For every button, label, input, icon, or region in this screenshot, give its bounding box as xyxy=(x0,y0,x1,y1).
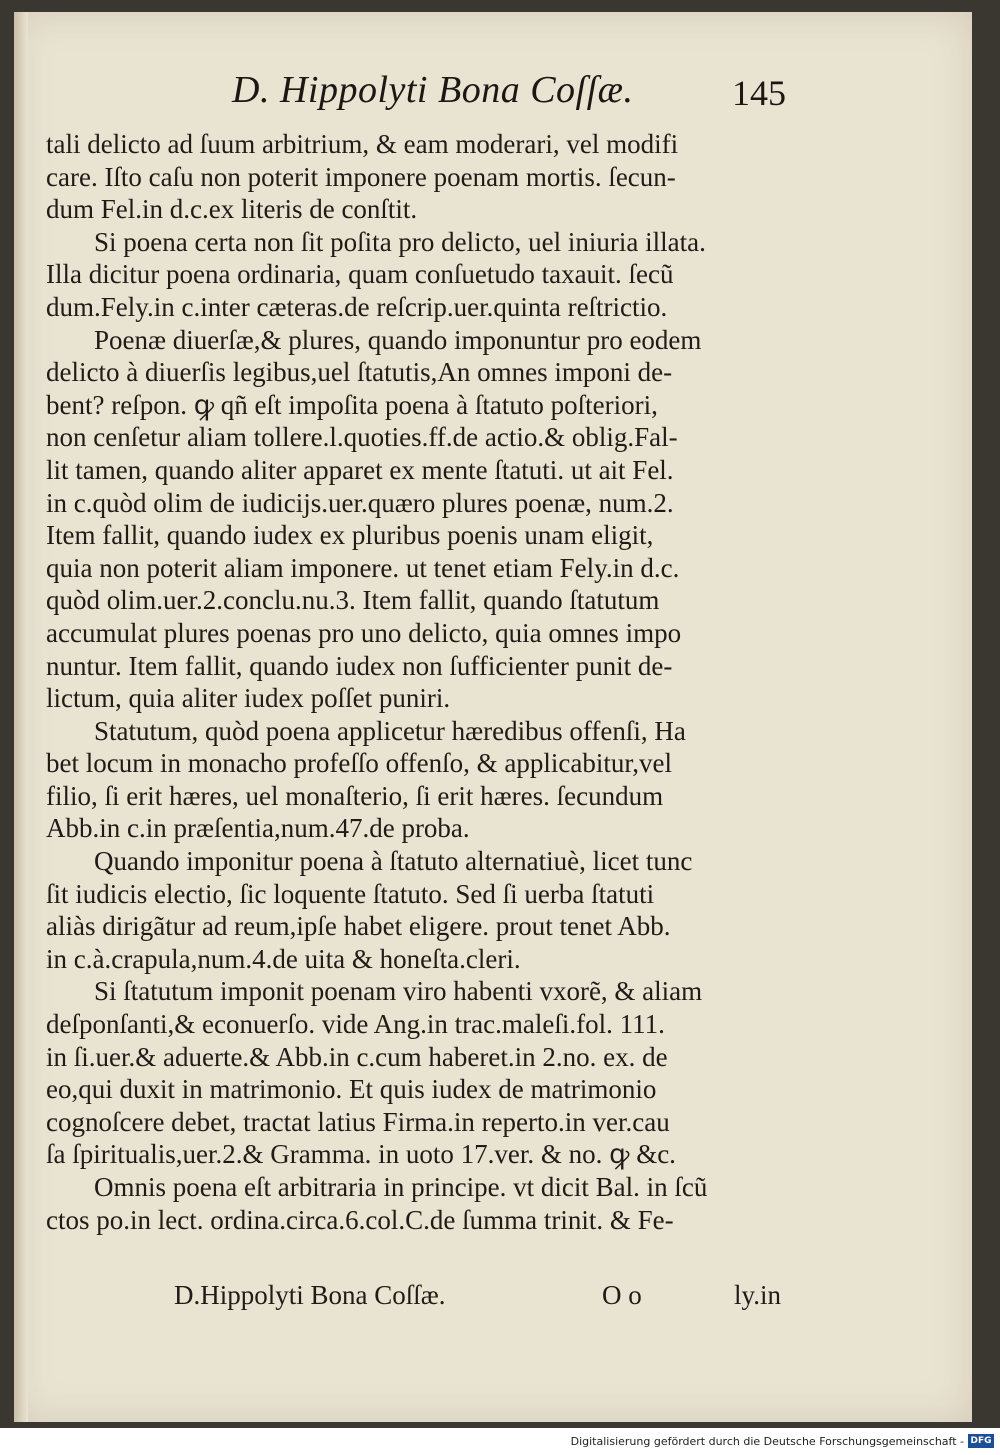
text-line: cognoſcere debet, tractat latius Firma.in reperto.in ver.cau xyxy=(46,1106,670,1137)
page-number: 145 xyxy=(732,73,786,113)
text-line: tali delicto ad ſuum arbitrium, & eam moderari, vel modifi xyxy=(46,129,679,159)
text-line: lit tamen, quando aliter apparet ex mente ſtatuti. ut ait Fel. xyxy=(46,454,674,485)
text-line: delicto à diuerſis legibus,uel ſtatutis,An omnes imponi de- xyxy=(46,357,673,388)
text-line: Si poena certa non ſit poſita pro delicto, uel iniuria illata. xyxy=(94,226,706,257)
text-line: ſa ſpiritualis,uer.2.& Gramma. in uoto 17.ver. & no. ꝙ &c. xyxy=(46,1139,676,1170)
text-line: nuntur. Item fallit, quando iudex non ſufficienter punit de- xyxy=(46,650,673,681)
text-line: ſit iudicis electio, ſic loquente ſtatuto. Sed ſi uerba ſtatuti xyxy=(46,878,655,909)
text-line: bet locum in monacho profeſſo offenſo, & applicabitur,vel xyxy=(46,748,672,779)
text-line: quòd olim.uer.2.conclu.nu.3. Item fallit, quando ſtatutum xyxy=(46,585,660,616)
text-line: Si ſtatutum imponit poenam viro habenti vxorẽ, & aliam xyxy=(94,976,703,1007)
text-line: Statutum, quòd poena applicetur hæredibus offenſi, Ha xyxy=(94,715,686,746)
page-gutter-edge xyxy=(14,12,28,1422)
text-line: ctos po.in lect. ordina.circa.6.col.C.de ſumma trinit. & Fe- xyxy=(46,1204,674,1235)
text-line: quia non poterit aliam imponere. ut tenet etiam Fely.in d.c. xyxy=(46,552,680,583)
text-line: in c.à.crapula,num.4.de uita & honeſta.cleri. xyxy=(46,943,521,974)
text-line: in c.quòd olim de iudicijs.uer.quæro plures poenæ, num.2. xyxy=(46,487,674,518)
body-text xyxy=(46,128,836,1236)
signature-mark: O o xyxy=(602,1280,642,1310)
text-line: Omnis poena eſt arbitraria in principe. vt dicit Bal. in ſcũ xyxy=(94,1172,708,1202)
text-line: lictum, quia aliter iudex poſſet puniri. xyxy=(46,683,451,714)
text-line: dum Fel.in d.c.ex literis de conſtit. xyxy=(46,194,418,225)
text-line: aliàs dirigãtur ad reum,ipſe habet eligere. prout tenet Abb. xyxy=(46,911,671,942)
text-line: Item fallit, quando iudex ex pluribus poenis unam eligit, xyxy=(46,520,654,551)
text-line: Poenæ diuerſæ,& plures, quando imponuntur pro eodem xyxy=(94,324,702,355)
running-head: D. Hippolyti Bona Coſſæ. xyxy=(232,69,634,111)
text-line: filio, ſi erit hæres, uel monaſterio, ſi erit hæres. ſecundum xyxy=(46,780,664,811)
dfg-logo-icon: DFG xyxy=(968,1434,994,1448)
text-line: bent? reſpon. ꝙ qñ eſt impoſita poena à ſtatuto poſteriori, xyxy=(46,389,658,420)
catchword: ly.in xyxy=(734,1280,781,1310)
text-line: care. Iſto caſu non poterit imponere poenam mortis. ſecun- xyxy=(46,161,676,192)
text-line: accumulat plures poenas pro uno delicto, quia omnes impo xyxy=(46,617,682,648)
text-line: deſponſanti,& econuerſo. vide Ang.in trac.maleſi.fol. 111. xyxy=(46,1009,665,1040)
credit-bar xyxy=(0,1428,1000,1455)
page-footer xyxy=(174,1280,834,1314)
signature-title: D.Hippolyti Bona Coſſæ. xyxy=(174,1280,446,1310)
text-line: non cenſetur aliam tollere.l.quoties.ff.de actio.& oblig.Fal- xyxy=(46,422,678,453)
text-line: Illa dicitur poena ordinaria, quam conſuetudo taxauit. ſecũ xyxy=(46,259,674,290)
text-line: dum.Fely.in c.inter cæteras.de reſcrip.uer.quinta reſtrictio. xyxy=(46,291,668,322)
text-line: eo,qui duxit in matrimonio. Et quis iudex de matrimonio xyxy=(46,1074,657,1105)
text-line: Abb.in c.in præſentia,num.47.de proba. xyxy=(46,813,470,844)
credit-text: Digitalisierung gefördert durch die Deutsche Forschungsgemeinschaft - xyxy=(570,1435,964,1448)
text-line: Quando imponitur poena à ſtatuto alternatiuè, licet tunc xyxy=(94,846,693,877)
text-line: in ſi.uer.& aduerte.& Abb.in c.cum haberet.in 2.no. ex. de xyxy=(46,1041,668,1072)
